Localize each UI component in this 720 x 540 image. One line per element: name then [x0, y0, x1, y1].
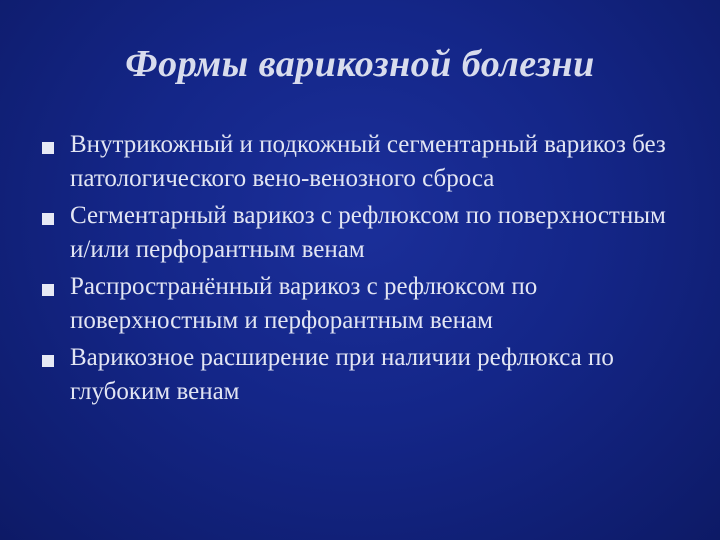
list-item: [40, 128, 680, 196]
square-bullet-icon: [42, 284, 54, 296]
square-bullet-icon: [42, 142, 54, 154]
list-item: [40, 341, 680, 409]
list-item: [40, 270, 680, 338]
list-item: [40, 199, 680, 267]
slide-title: Формы варикозной болезни: [125, 43, 595, 85]
square-bullet-icon: [42, 355, 54, 367]
bullet-text: Распространённый варикоз с рефлюксом по поверхностным и перфорантным венам: [70, 273, 538, 334]
bullet-text: Внутрикожный и подкожный сегментарный варикоз без патологического вено-венозного сброса: [70, 131, 666, 192]
square-bullet-icon: [42, 213, 54, 225]
bullet-text: Сегментарный варикоз с рефлюксом по поверхностным и/или перфорантным венам: [70, 202, 666, 263]
bullet-list: [40, 128, 680, 412]
bullet-text: Варикозное расширение при наличии рефлюкса по глубоким венам: [70, 344, 614, 405]
